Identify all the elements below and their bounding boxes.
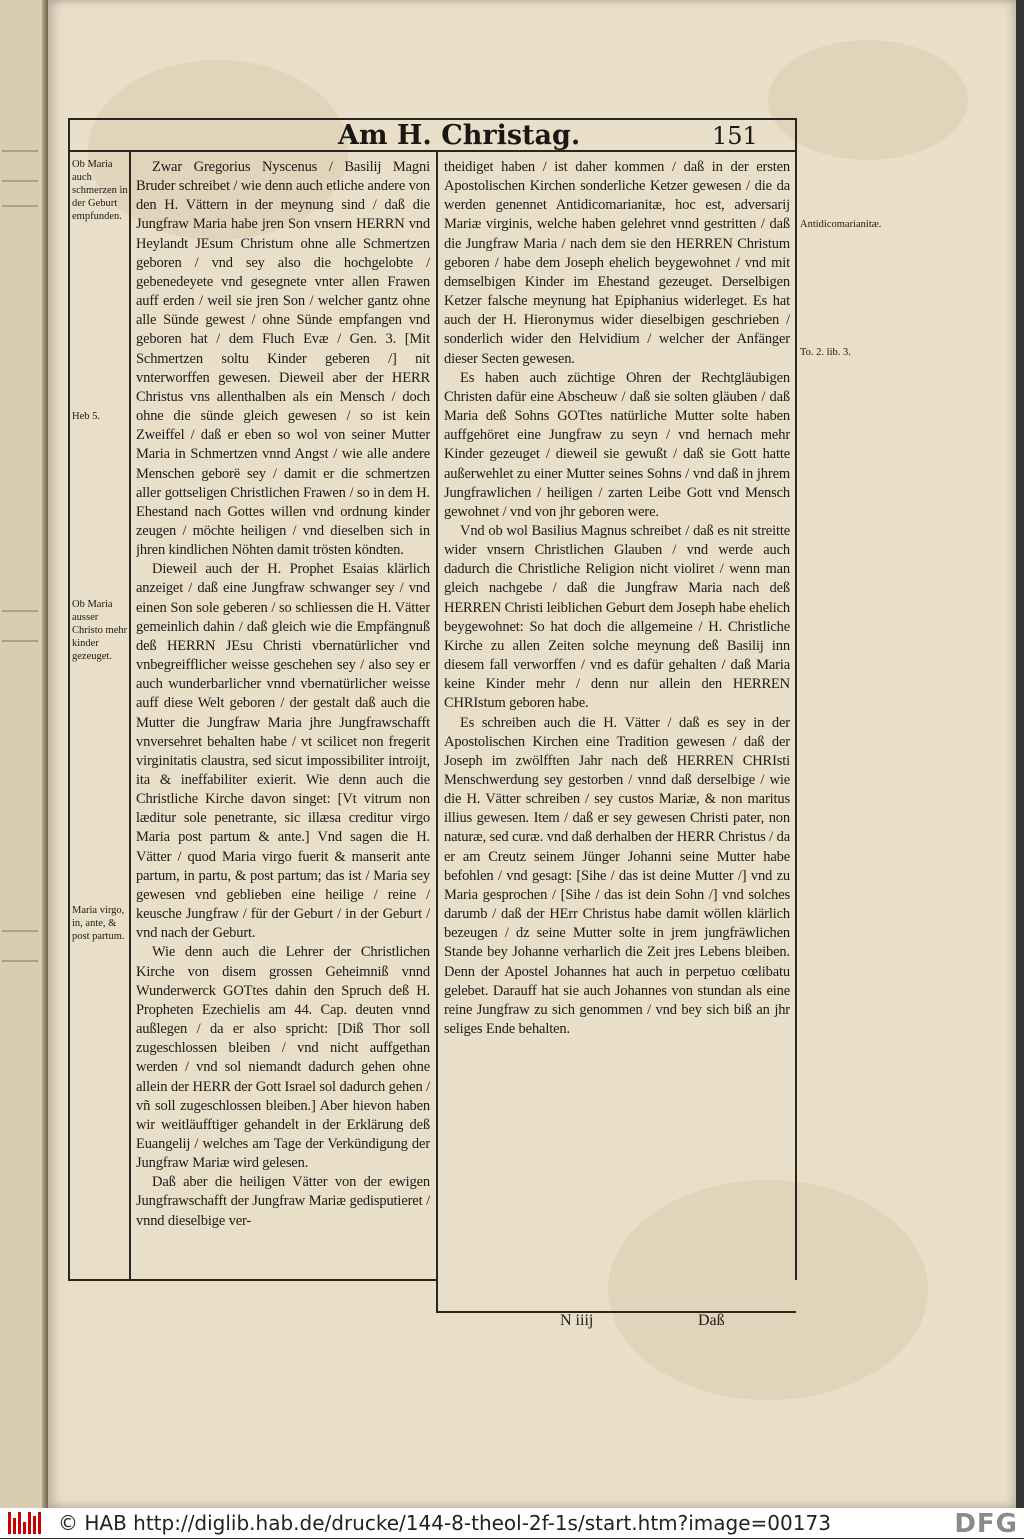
catchword: Daß [698, 1312, 725, 1329]
bottom-rule-right [436, 1311, 796, 1313]
paragraph: Vnd ob wol Basilius Magnus schreibet / daß es nit streitte wider vnsern Christlichen Glauben / vnd werde auch dadurch die Christliche Religion nicht violiret / wenn man gleich nachgebe / daß die Jungfraw Maria nach deß HERREN Christi leiblichen Geburt dem Joseph habe ehelich beygewohnet: So hat doch die allgemeine / H. Christliche Kirche zu allen Zeiten solche meynung deß Basilij inn diesem fall verworffen / vnd es dafür gehalten / daß Maria keine Kinder mehr / denn nur allein den HERREN CHRIstum geboren habe. [444, 522, 790, 712]
margin-note: Ob Maria ausser Christo mehr kinder gezeuget. [72, 599, 128, 662]
paragraph: Wie denn auch die Lehrer der Christlichen Kirche von disem grossen Geheimniß vnnd Wunderwerck GOTtes dahin den Spruch deß H. Propheten Ezechielis am 44. Cap. deuten vnnd außlegen / da er also spricht: [Diß Thor soll zugeschlossen bleiben / vnd nicht auffgethan werden / vnd sol niemandt dadurch gehen ohne allein der HERR der Gott Israel sol dadurch gehen / vñ soll zugeschlossen bleiben.] Aber hievon haben wir weitläufftiger gehandelt in der Erklärung deß Euangelij / welches am Tage der Verkündigung der Jungfraw Mariæ wird gelesen. [136, 944, 430, 1172]
dfg-logo: DFG [954, 1509, 1018, 1539]
text-column-right [444, 158, 790, 1308]
margin-note: Maria virgo, in, ante, & post partum. [72, 905, 125, 942]
margin-note: Ob Maria auch schmerzen in der Geburt empfunden. [72, 159, 128, 222]
text-column-left [136, 158, 430, 1276]
paragraph: Zwar Gregorius Nyscenus / Basilij Magni Bruder schreibet / wie denn auch etliche andere von den H. Vättern in der meynung sind / daß die Jungfraw Maria habe jren Son vnsern HERRN vnd Heylandt JEsum Christum ohne alle Schmertzen geboren / vnd sey also die hochgelobte / gebenedeyete vnd gesegnete vnter allen Frawen auff erden / weil sie jren Son / welcher gantz ohne alle Sünde gewest / ohne Sünde empfangen vnd geboren hat / dem Fluch Evæ / Gen. 3. [Mit Schmertzen soltu Kinder geberen /] nit vnterworffen gewesen. Dieweil aber der HERR Christus vns allenthalben als ein Mensch / doch ohne die sünde gleich gewesen / so ist kein Zweiffel / daß er eben so wol von seiner Mutter Maria in Schmertzen vnnd Angst / wie alle andere Menschen geborë sey / damit er die schmertzen aller gottseligen Christlichen Frawen / so in dem H. Ehestand nach Gottes willen vnd ordnung kinder zeugen / möchte heiligen / vnd dieselben sich in jhren kindlichen Nöhten damit trösten köndten. [136, 159, 430, 559]
margin-note: Antidicomarianitæ. [800, 219, 882, 230]
paragraph: Es schreiben auch die H. Vätter / daß es sey in der Apostolischen Kirchen eine Tradition gewesen / daß der Joseph im zwölfften Jahr nach deß HERREN CHRIsti Menschwerdung sey gestorben / vnnd daß derselbige / wie die H. Vätter schreiben / sey custos Mariæ, & non maritus illius gewesen. Item / daß er sey gewesen Christi pater, non naturæ, sed curæ. vnd daß derhalben der HERR Christus / da er am Creutz seinem Jünger Johanni seine Mutter habe befohlen / vnd gesagt: [Sihe / das ist deine Mutter /] vnd zu Maria gesprochen / [Sihe / das ist dein Sohn /] vnd solches darumb / daß der HErr Christus habe damit wöllen klärlich bezeugen / dz seine Mutter solte in jrem jungfräwlichen Stande bey Johanne verharlich die Zeit jres Lebens bleiben. Denn der Apostel Johannes hat auch in perpetuo cœlibatu gelebet. Darauff hat sie auch Johannes von stundan als eine reine Jungfraw zu sich genommen / vnd bey sich biß an jhr seliges Ende behalten. [444, 714, 790, 1038]
viewer-footer-bar [0, 1508, 1024, 1538]
paragraph: theidiget haben / ist daher kommen / daß in der ersten Apostolischen Kirchen sonderliche Ketzer gewesen / die da werden genennet Antidicomarianitæ, hoc est, adversarij Mariæ virginis, welche haben gelehret vnnd gestritten / daß die Jungfraw Maria / nach dem sie den HERREN Christum geboren / habe dem Joseph ehelich beygewohnet / vnd mit demselbigen Kinder im Ehestand gezeuget. Derselbigen Ketzer falsche meynung hat Epiphanius widerleget. Es hat auch der H. Hieronymus wider dieselbigen geschrieben / sonderlich wider den Helvidium / welcher der Anfänger dieser Secten gewesen. [444, 159, 790, 367]
copyright-url[interactable]: © HAB http://diglib.hab.de/drucke/144-8-theol-2f-1s/start.htm?image=00173 [58, 1511, 831, 1535]
left-rule [68, 118, 70, 1280]
paragraph: Es haben auch züchtige Ohren der Rechtgläubigen Christen dafür eine Abscheuw / daß sie solten gläuben / daß Maria deß Sohns GOTtes natürliche Mutter solte haben auffgehöret eine Jungfraw zu seyn / vnd hernach mehr Kinder gezeuget / dieweil sie gewußt / daß sie Gott hatte außerwehlet zu einer Mutter seines Sohns / vnd daß in jhrem Jungfrawlichen / heiligen / zarten Leibe Gott vnd Mensch gewohnet / vnd von jhr geboren were. [444, 369, 790, 520]
paragraph: Dieweil auch der H. Prophet Esaias klärlich anzeiget / daß eine Jungfraw schwanger sey / vnd einen Son sole geberen / so schliessen die H. Vätter gemeinlich dahin / daß gleich wie die Empfängnuß deß HERRN JEsu Christi vbernatürlicher vnd vnbegreifflicher weisse geschehen sey / also sey er auch wunderbarlicher vnnd vbernatürlicher weisse auff diese Welt geboren / der gestalt daß auch die Mutter die Jungfraw Maria jhre Jungfrawschafft vnversehret behalten habe / vt scilicet non fregerit virginitatis claustra, sed sicut impossibiliter introijt, ita & ineffabiliter exierit. Wie denn auch die Christliche Kirche davon singet: [Vt vitrum non læditur sole penetrante, sic illæsa creditur virgo Maria post partum & ante.] Vnd sagen die H. Vätter / quod Maria virgo fuerit & manserit ante partum, in partu, & post partum; das ist / Maria sey gewesen vnd geblieben eine heilige / reine / keusche Jungfraw / für der Geburt / in der Geburt / vnd nach der Geburt. [136, 561, 430, 942]
column-divider [436, 150, 438, 1312]
page-number: 151 [712, 122, 758, 150]
margin-note: To. 2. lib. 3. [800, 347, 851, 358]
bottom-rule-left [68, 1279, 437, 1281]
hab-logo-icon[interactable] [8, 1512, 48, 1534]
margin-note: Heb 5. [72, 411, 100, 422]
signature-mark: N iiij [560, 1312, 594, 1329]
running-head: Am H. Christag. [338, 120, 581, 151]
left-page-edge [0, 0, 48, 1508]
book-page [48, 0, 1016, 1508]
inner-left-rule [129, 150, 131, 1280]
paragraph: Daß aber die heiligen Vätter von der ewigen Jungfrawschafft der Jungfraw Mariæ gedisputieret / vnnd dieselbige ver- [136, 1174, 430, 1229]
right-rule [795, 118, 797, 1280]
